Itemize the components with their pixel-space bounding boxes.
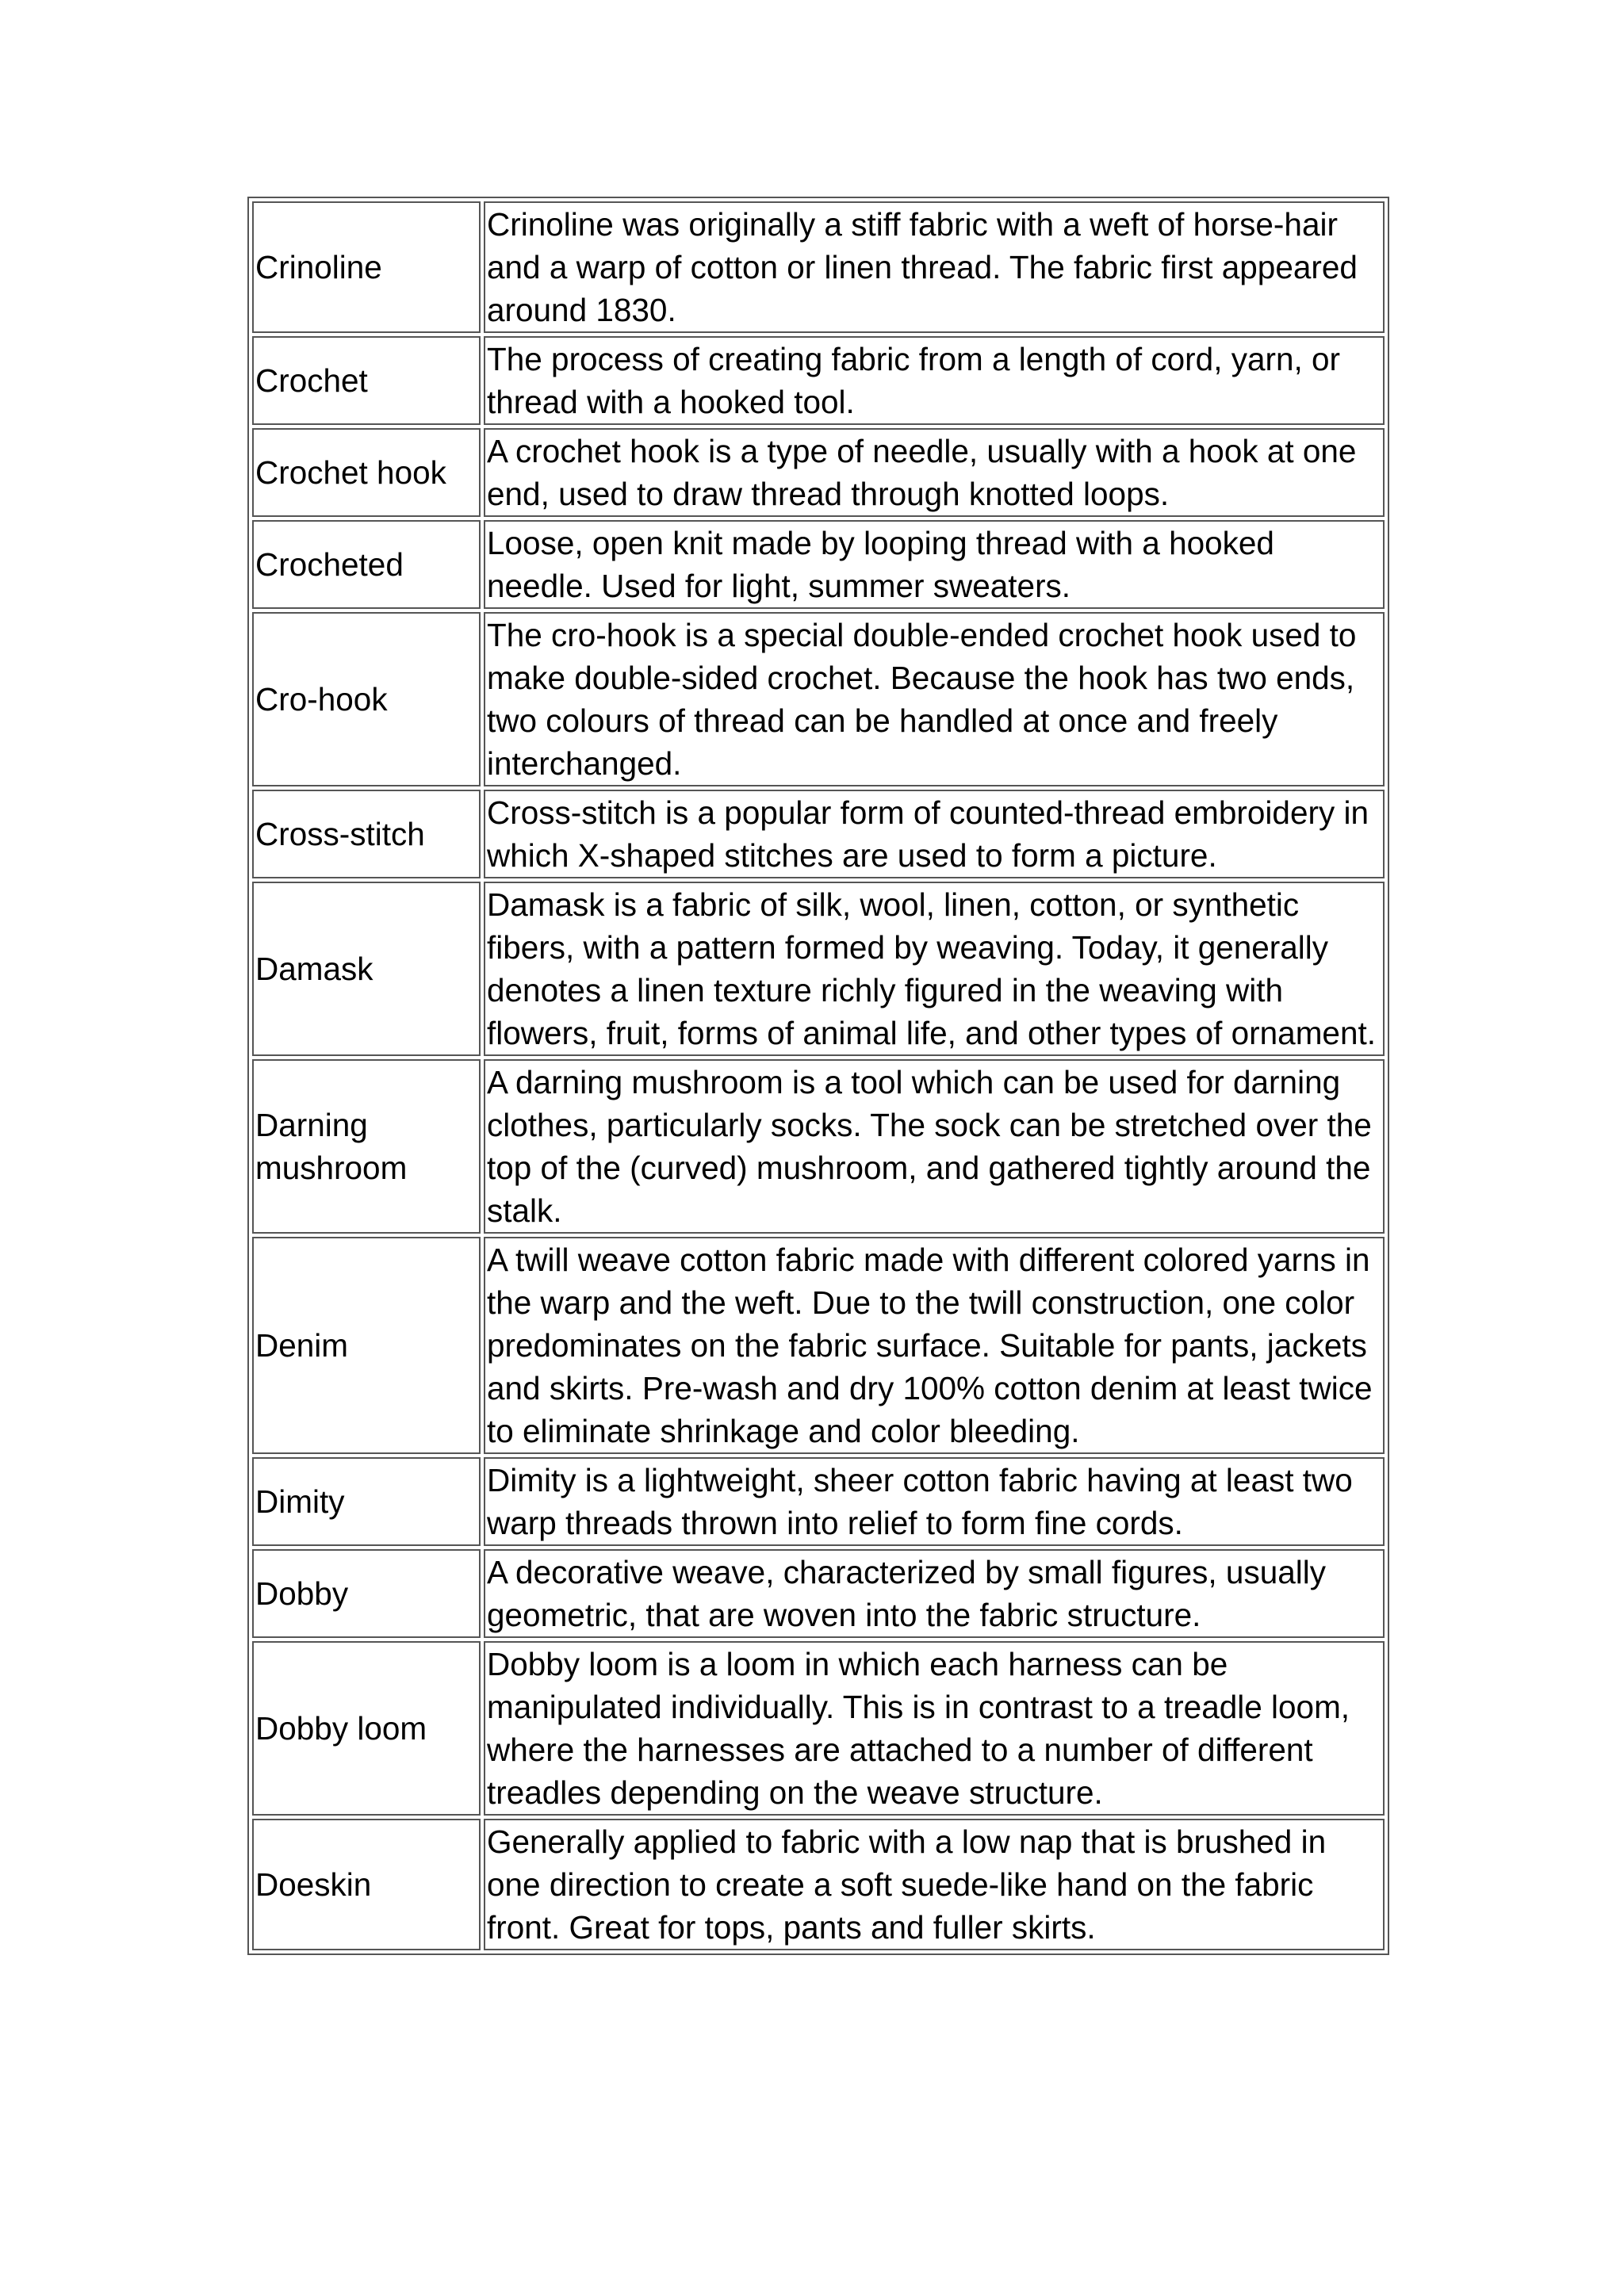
term-cell: Darning mushroom xyxy=(252,1059,481,1234)
table-row xyxy=(252,1457,1385,1546)
term-cell: Crochet hook xyxy=(252,428,481,517)
term-cell: Crochet xyxy=(252,336,481,425)
definition-cell: Dimity is a lightweight, sheer cotton fabric having at least two warp threads thrown into relief to form fine cords. xyxy=(484,1457,1385,1546)
term-cell: Damask xyxy=(252,882,481,1056)
definition-cell: Generally applied to fabric with a low nap that is brushed in one direction to create a soft suede-like hand on the fabric front. Great for tops, pants and fuller skirts. xyxy=(484,1819,1385,1950)
table-row xyxy=(252,612,1385,786)
table-row xyxy=(252,1237,1385,1454)
term-cell: Doeskin xyxy=(252,1819,481,1950)
term-cell: Denim xyxy=(252,1237,481,1454)
table-row xyxy=(252,1641,1385,1816)
definition-cell: Loose, open knit made by looping thread with a hooked needle. Used for light, summer sweaters. xyxy=(484,520,1385,609)
term-cell: Dobby loom xyxy=(252,1641,481,1816)
definition-cell: A decorative weave, characterized by small figures, usually geometric, that are woven into the fabric structure. xyxy=(484,1549,1385,1638)
table-row xyxy=(252,1059,1385,1234)
definition-cell: A darning mushroom is a tool which can be used for darning clothes, particularly socks. The sock can be stretched over the top of the (curved) mushroom, and gathered tightly around the stalk. xyxy=(484,1059,1385,1234)
table-row xyxy=(252,520,1385,609)
definition-cell: A twill weave cotton fabric made with different colored yarns in the warp and the weft. Due to the twill construction, one color predominates on the fabric surface. Suitable for pants, jackets and skirts. Pre-wash and dry 100% cotton denim at least twice to eliminate shrinkage and color bleeding. xyxy=(484,1237,1385,1454)
definition-cell: Dobby loom is a loom in which each harness can be manipulated individually. This is in contrast to a treadle loom, where the harnesses are attached to a number of different treadles depending on the weave structure. xyxy=(484,1641,1385,1816)
definition-cell: A crochet hook is a type of needle, usually with a hook at one end, used to draw thread through knotted loops. xyxy=(484,428,1385,517)
glossary-table xyxy=(247,197,1389,1955)
document-page xyxy=(247,197,1389,1955)
table-row xyxy=(252,1549,1385,1638)
term-cell: Dimity xyxy=(252,1457,481,1546)
term-cell: Crocheted xyxy=(252,520,481,609)
definition-cell: Crinoline was originally a stiff fabric with a weft of horse-hair and a warp of cotton or linen thread. The fabric first appeared around 1830. xyxy=(484,201,1385,333)
table-row xyxy=(252,790,1385,878)
term-cell: Crinoline xyxy=(252,201,481,333)
definition-cell: The cro-hook is a special double-ended crochet hook used to make double-sided crochet. Because the hook has two ends, two colours of thread can be handled at once and freely interchanged. xyxy=(484,612,1385,786)
term-cell: Cro-hook xyxy=(252,612,481,786)
table-row xyxy=(252,336,1385,425)
definition-cell: The process of creating fabric from a length of cord, yarn, or thread with a hooked tool. xyxy=(484,336,1385,425)
term-cell: Dobby xyxy=(252,1549,481,1638)
definition-cell: Cross-stitch is a popular form of counted-thread embroidery in which X-shaped stitches are used to form a picture. xyxy=(484,790,1385,878)
table-row xyxy=(252,201,1385,333)
term-cell: Cross-stitch xyxy=(252,790,481,878)
table-row xyxy=(252,1819,1385,1950)
table-row xyxy=(252,428,1385,517)
definition-cell: Damask is a fabric of silk, wool, linen, cotton, or synthetic fibers, with a pattern formed by weaving. Today, it generally denotes a linen texture richly figured in the weaving with flowers, fruit, forms of animal life, and other types of ornament. xyxy=(484,882,1385,1056)
table-row xyxy=(252,882,1385,1056)
